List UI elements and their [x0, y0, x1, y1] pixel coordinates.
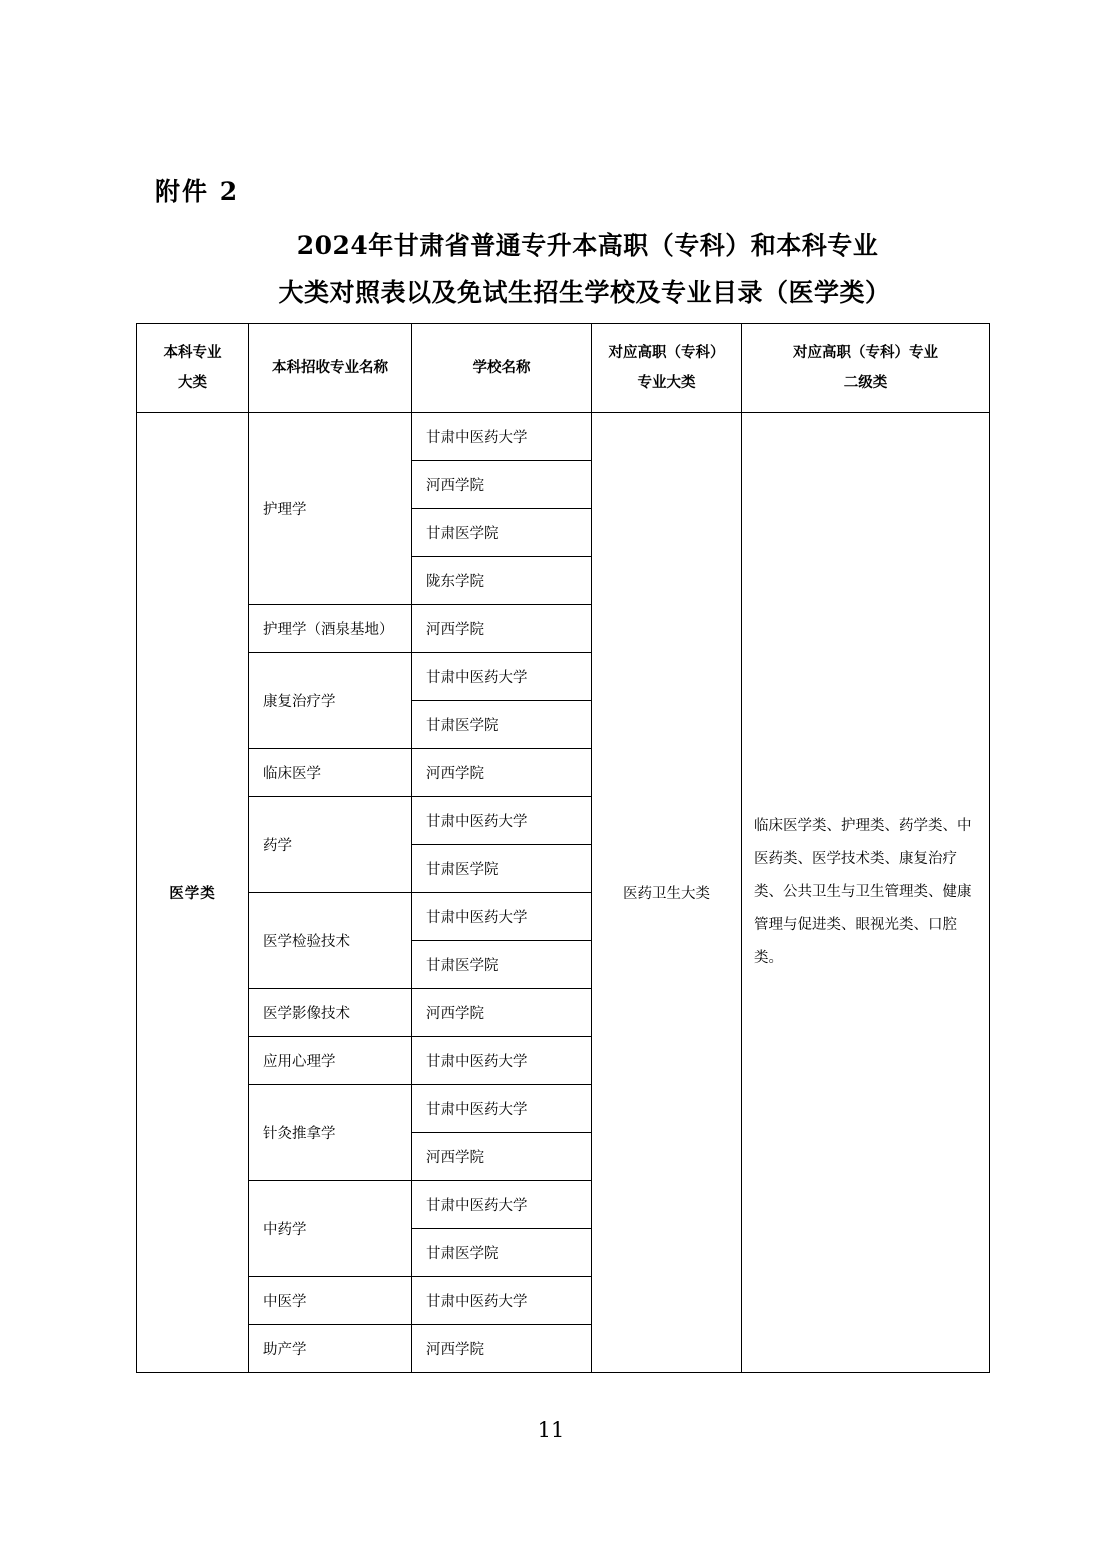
cell-school-name: 甘肃中医药大学	[412, 413, 592, 461]
cell-school-name: 陇东学院	[412, 557, 592, 605]
cell-major-name: 中医学	[249, 1277, 412, 1325]
cell-school-name: 河西学院	[412, 461, 592, 509]
page-title-line-2: 大类对照表以及免试生招生学校及专业目录（医学类）	[278, 278, 891, 307]
cell-school-name: 河西学院	[412, 605, 592, 653]
cell-major-name: 医学影像技术	[249, 989, 412, 1037]
header-cell-vocational-category: 对应高职（专科） 专业大类	[592, 324, 742, 413]
cell-school-name: 甘肃中医药大学	[412, 653, 592, 701]
cell-school-name: 河西学院	[412, 1133, 592, 1181]
header-cell-major-name: 本科招收专业名称	[249, 324, 412, 413]
cell-major-name: 康复治疗学	[249, 653, 412, 749]
cell-school-name: 甘肃中医药大学	[412, 1181, 592, 1229]
cell-major-name: 针灸推拿学	[249, 1085, 412, 1181]
page-title	[155, 222, 1010, 316]
major-mapping-table	[136, 323, 990, 1373]
cell-school-name: 甘肃中医药大学	[412, 1037, 592, 1085]
cell-school-name: 甘肃中医药大学	[412, 1085, 592, 1133]
cell-secondary-categories: 临床医学类、护理类、药学类、中医药类、医学技术类、康复治疗类、公共卫生与卫生管理类、健康管理与促进类、眼视光类、口腔类。	[742, 413, 990, 1373]
cell-school-name: 河西学院	[412, 989, 592, 1037]
table-row	[137, 413, 990, 461]
cell-school-name: 甘肃医学院	[412, 701, 592, 749]
cell-undergrad-category: 医学类	[137, 413, 249, 1373]
cell-major-name: 药学	[249, 797, 412, 893]
cell-school-name: 河西学院	[412, 1325, 592, 1373]
cell-major-name: 护理学	[249, 413, 412, 605]
cell-school-name: 甘肃中医药大学	[412, 797, 592, 845]
cell-school-name: 甘肃医学院	[412, 509, 592, 557]
cell-major-name: 中药学	[249, 1181, 412, 1277]
cell-school-name: 甘肃医学院	[412, 845, 592, 893]
cell-major-name: 助产学	[249, 1325, 412, 1373]
attachment-label: 附件 2	[155, 177, 240, 206]
page-title-line-1: 2024年甘肃省普通专升本高职（专科）和本科专业	[296, 231, 879, 260]
cell-school-name: 甘肃医学院	[412, 1229, 592, 1277]
cell-school-name: 河西学院	[412, 749, 592, 797]
cell-school-name: 甘肃医学院	[412, 941, 592, 989]
cell-school-name: 甘肃中医药大学	[412, 1277, 592, 1325]
page-number: 11	[537, 1418, 565, 1442]
table-header-row	[137, 324, 990, 413]
header-cell-undergrad-category: 本科专业 大类	[137, 324, 249, 413]
header-cell-secondary-category: 对应高职（专科）专业 二级类	[742, 324, 990, 413]
cell-school-name: 甘肃中医药大学	[412, 893, 592, 941]
cell-major-name: 医学检验技术	[249, 893, 412, 989]
cell-vocational-category: 医药卫生大类	[592, 413, 742, 1373]
cell-major-name: 临床医学	[249, 749, 412, 797]
cell-major-name: 护理学（酒泉基地）	[249, 605, 412, 653]
header-cell-school-name: 学校名称	[412, 324, 592, 413]
cell-major-name: 应用心理学	[249, 1037, 412, 1085]
